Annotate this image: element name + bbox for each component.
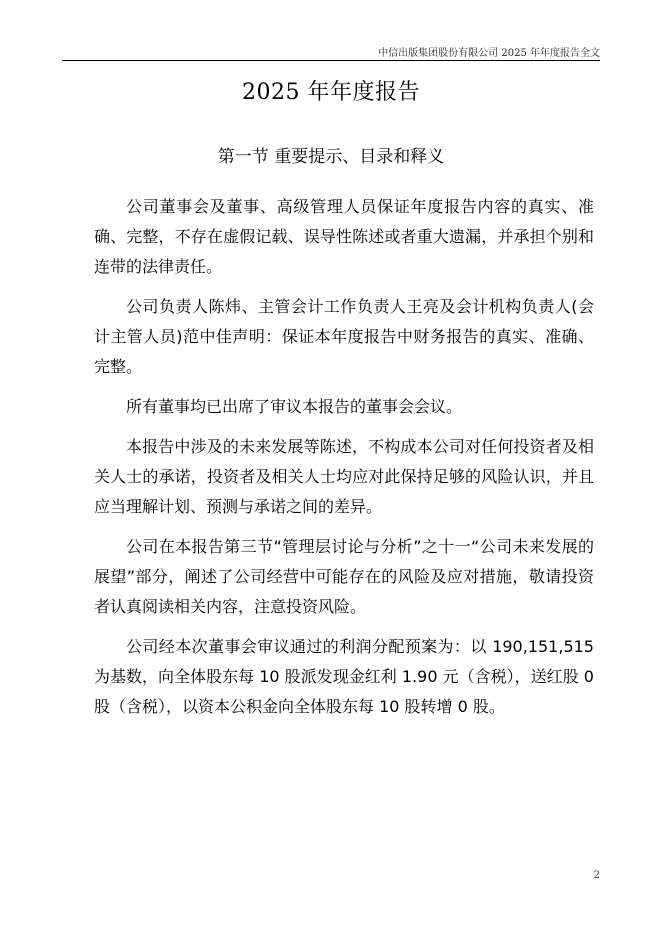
page-number: 2 xyxy=(593,870,600,881)
paragraph-board-guarantee: 公司董事会及董事、高级管理人员保证年度报告内容的真实、准确、完整，不存在虚假记载、误导性陈述或者重大遗漏，并承担个别和连带的法律责任。 xyxy=(94,197,594,276)
paragraph-officer-statement: 公司负责人陈炜、主管会计工作负责人王亮及会计机构负责人(会计主管人员)范中佳声明：保证本年度报告中财务报告的真实、准确、完整。 xyxy=(94,297,594,376)
section-heading: 第一节 重要提示、目录和释义 xyxy=(217,147,445,167)
paragraph-forward-looking: 本报告中涉及的未来发展等陈述，不构成本公司对任何投资者及相关人士的承诺，投资者及相关人士均应对此保持足够的风险认识，并且应当理解计划、预测与承诺之间的差异。 xyxy=(94,437,594,516)
paragraph-profit-distribution: 公司经本次董事会审议通过的利润分配预案为：以 190,151,515 为基数，向全体股东每 10 股派发现金红利 1.90 元（含税），送红股 0 股（含税），以资本公积金向全体股东每 10 股转增 0 股。 xyxy=(94,637,594,716)
running-header: 中信出版集团股份有限公司 2025 年年度报告全文 xyxy=(378,48,600,59)
report-title: 2025 年年度报告 xyxy=(242,80,420,105)
paragraph-board-attendance: 所有董事均已出席了审议本报告的董事会会议。 xyxy=(126,397,463,416)
paragraph-risk-notice: 公司在本报告第三节“管理层讨论与分析”之十一“公司未来发展的展望”部分，阐述了公司经营中可能存在的风险及应对措施，敬请投资者认真阅读相关内容，注意投资风险。 xyxy=(94,537,594,616)
body-text xyxy=(94,192,594,732)
header-rule xyxy=(62,60,600,61)
